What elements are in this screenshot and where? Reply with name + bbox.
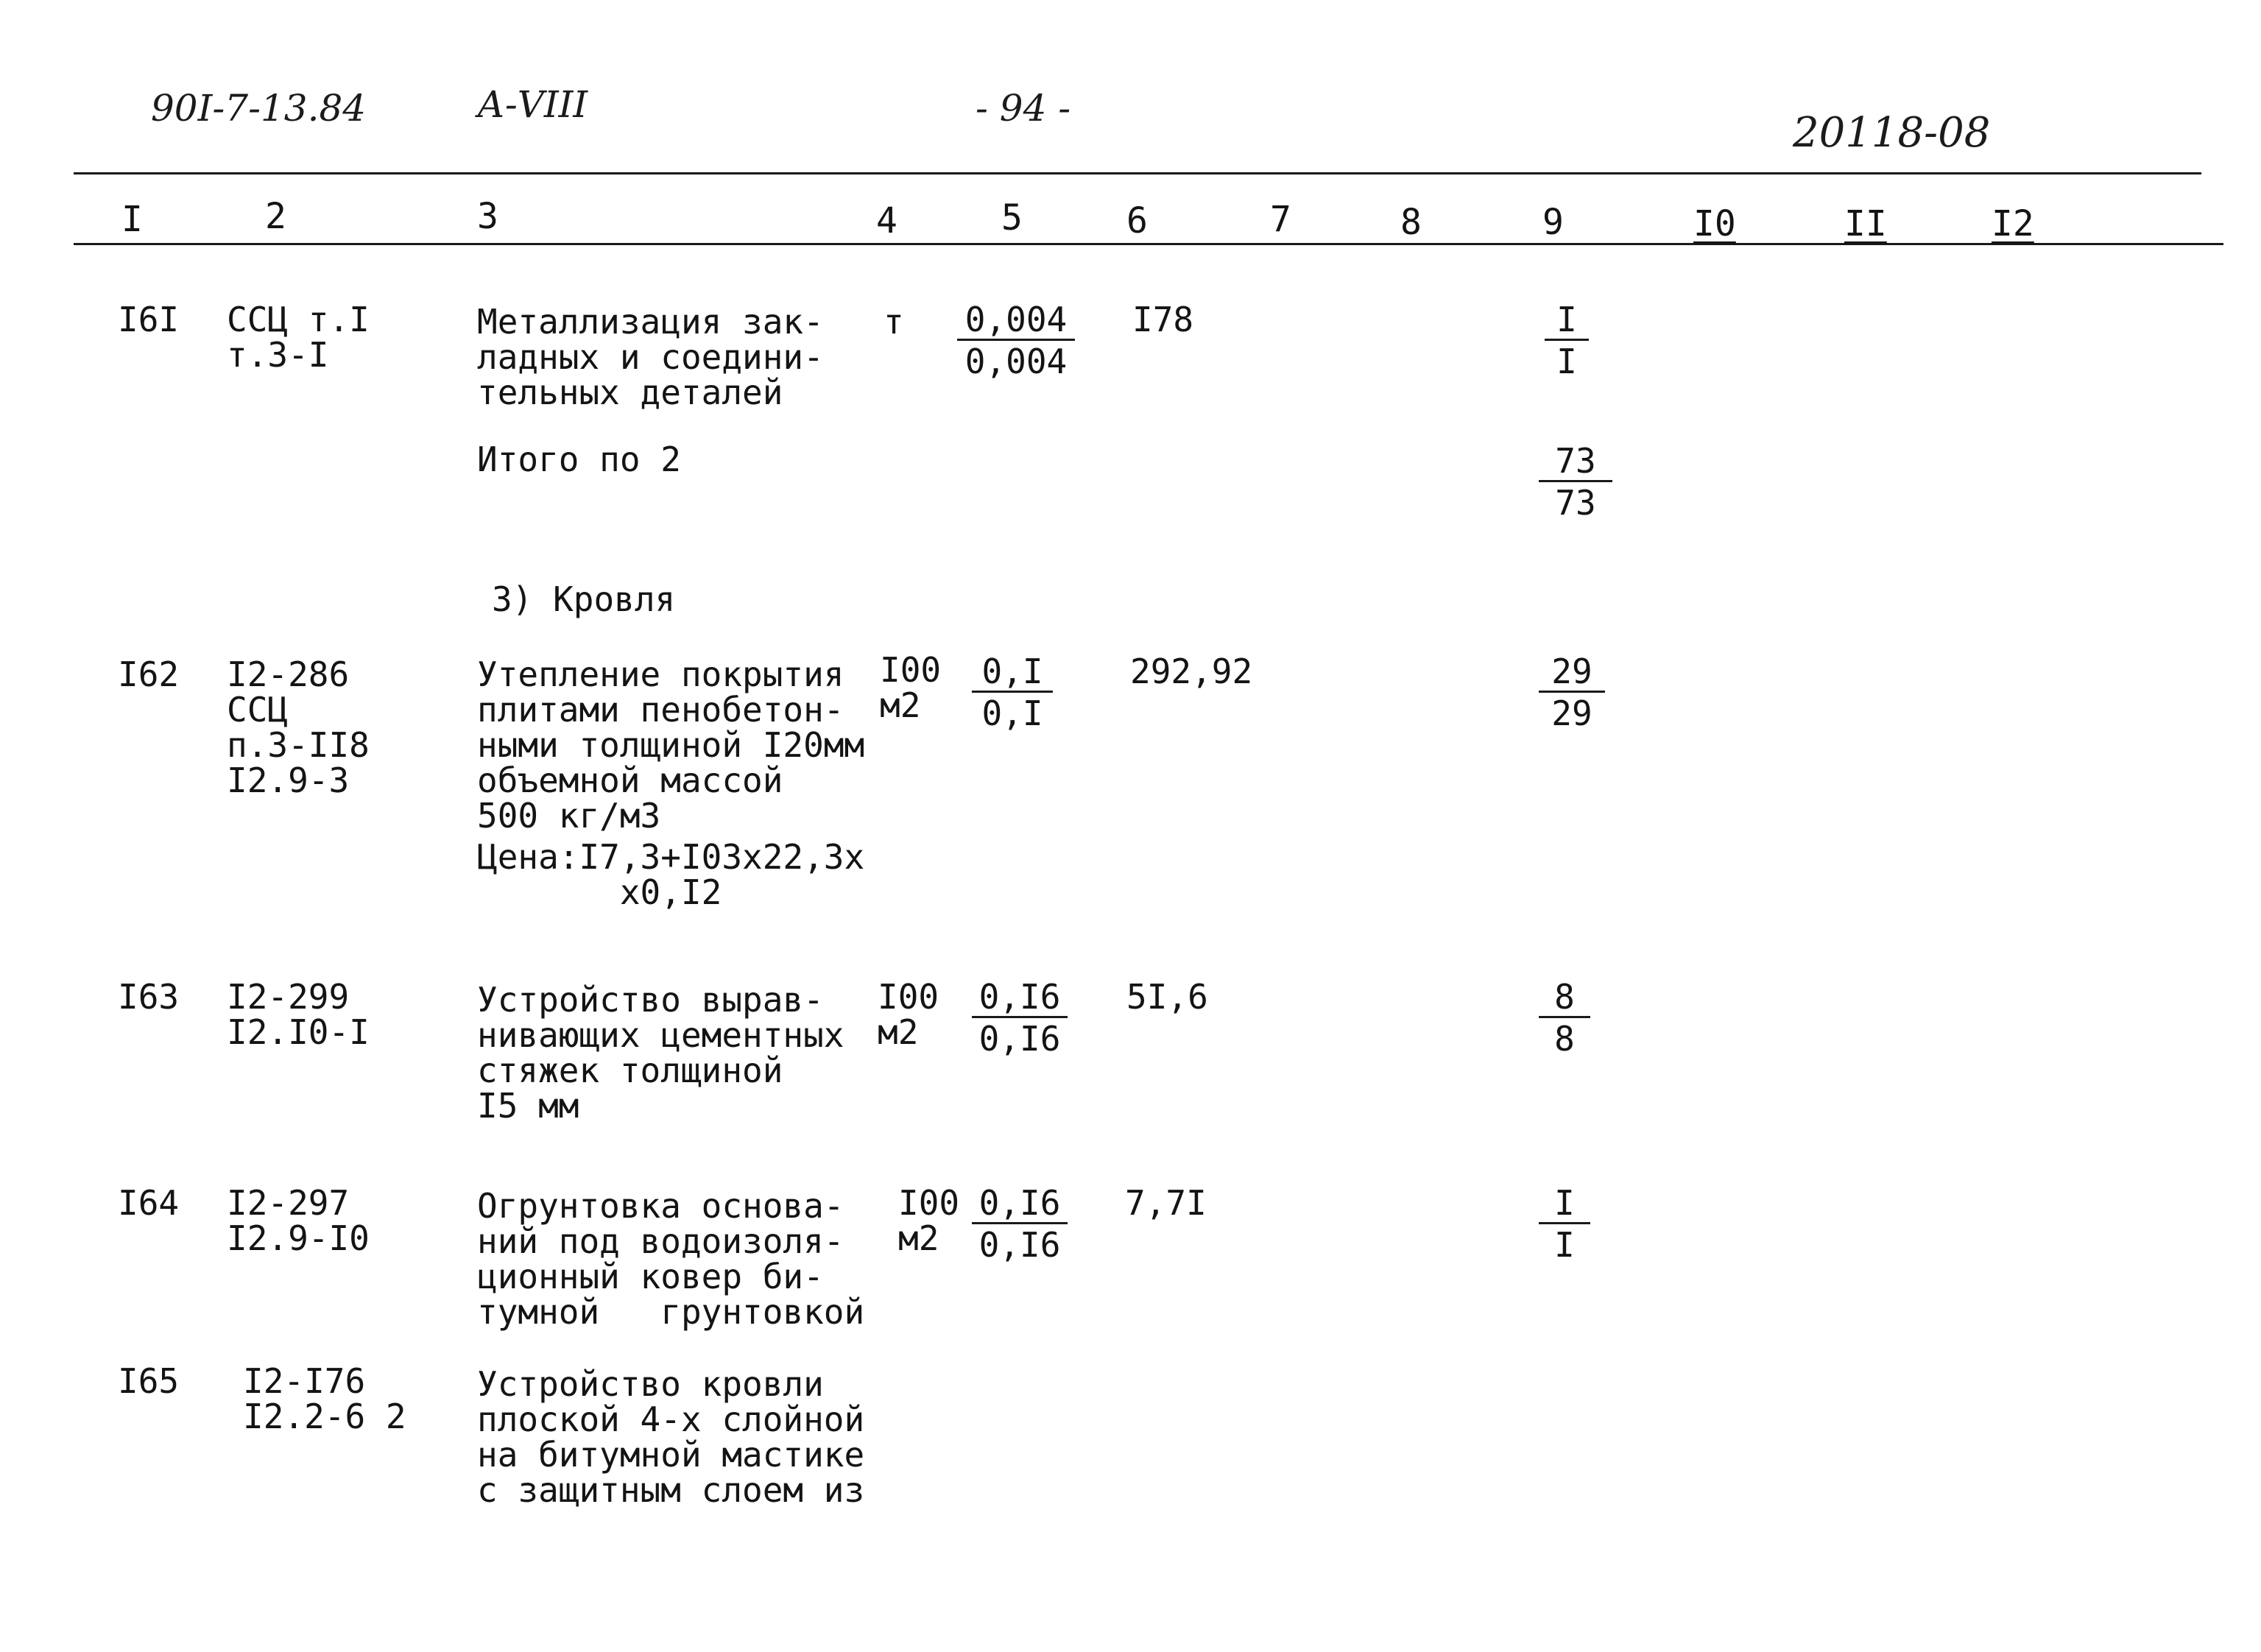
header-bottom-rule [74,243,2223,245]
rate-code: I2-299 I2.I0-I [227,977,370,1052]
subtotal-label: Итого по 2 [477,440,681,479]
quantity-top: 0,004 [957,302,1075,341]
quantity-fraction [972,977,1068,1059]
rate-code: I2-286 ССЦ п.3-II8 I2.9-3 [227,654,370,800]
work-name: Устройство вырав- нивающих цементных стяжек толщиной I5 мм [477,980,844,1126]
section-heading: 3) Кровля [492,579,676,619]
cost-fraction [1539,1185,1590,1263]
unit: I00 м2 [878,977,939,1052]
column-header: 5 [1001,197,1023,239]
quantity-top: 0,I6 [972,979,1068,1018]
quantity-bottom: 0,004 [964,342,1068,381]
column-header: 4 [876,200,897,241]
column-header: 2 [265,196,286,237]
page-number: - 94 - [976,87,1071,130]
unit-price: I78 [1132,300,1194,339]
cost-bottom: I [1554,1225,1575,1265]
column-header: 3 [477,196,498,237]
work-name: Утепление покрытия плитами пенобетон- ными толщиной I20мм объемной массой 500 кг/м3 [477,654,865,836]
column-header: I [121,199,143,240]
column-header: I0 [1693,203,1736,244]
quantity-bottom: 0,I [981,693,1043,733]
quantity-fraction [972,654,1053,731]
quantity-top: 0,I [972,654,1053,693]
cost-bottom: 8 [1554,1019,1575,1059]
column-header: 7 [1270,199,1291,240]
unit-price: 292,92 [1130,652,1253,691]
unit-price: 7,7I [1125,1183,1207,1223]
subtotal-bottom: 73 [1555,483,1596,523]
column-header: 6 [1126,200,1148,241]
quantity-bottom: 0,I6 [978,1019,1061,1059]
album-number: А-VIII [477,83,588,126]
column-header: 9 [1542,202,1564,243]
cost-bottom: I [1556,342,1577,381]
cost-fraction [1539,654,1605,731]
price-note: Цена:I7,3+I03х22,3х х0,I2 [477,837,865,912]
work-name: Устройство кровли плоской 4-х слойной на битумной мастике с защитным слоем из [477,1364,865,1510]
cost-top: I [1545,302,1589,341]
cost-fraction [1539,977,1590,1059]
cost-top: I [1539,1185,1590,1224]
work-name: Огрунтовка основа- ний под водоизоля- ционный ковер би- тумной грунтовкой [477,1186,865,1332]
quantity-top: 0,I6 [972,1185,1068,1224]
document-number: 90I-7-13.84 [151,87,367,130]
work-name: Металлизация зак- ладных и соедини- тельных деталей [477,302,824,412]
row-number: I63 [118,977,180,1017]
right-code: 20118-08 [1793,109,1991,157]
rate-code: I2-I76 I2.2-6 2 [243,1361,406,1436]
cost-top: 29 [1539,654,1605,693]
rate-code: I2-297 I2.9-I0 [227,1183,370,1258]
subtotal-fraction [1539,441,1612,523]
row-number: I6I [118,300,180,339]
unit: т [883,302,904,342]
quantity-fraction [957,302,1075,379]
cost-bottom: 29 [1551,693,1592,733]
cost-top: 8 [1539,979,1590,1018]
unit-price: 5I,6 [1126,977,1208,1017]
column-header: 8 [1400,202,1422,243]
row-number: I64 [118,1183,180,1223]
subtotal-top: 73 [1539,443,1612,482]
row-number: I65 [118,1361,180,1401]
quantity-fraction [972,1185,1068,1263]
top-rule [74,172,2201,174]
unit: I00 м2 [898,1183,960,1258]
column-header: II [1844,203,1887,244]
quantity-bottom: 0,I6 [978,1225,1061,1265]
rate-code: ССЦ т.I т.3-I [227,300,370,375]
row-number: I62 [118,654,180,694]
column-header: I2 [1992,203,2034,244]
unit: I00 м2 [880,650,942,725]
cost-fraction [1545,302,1589,379]
